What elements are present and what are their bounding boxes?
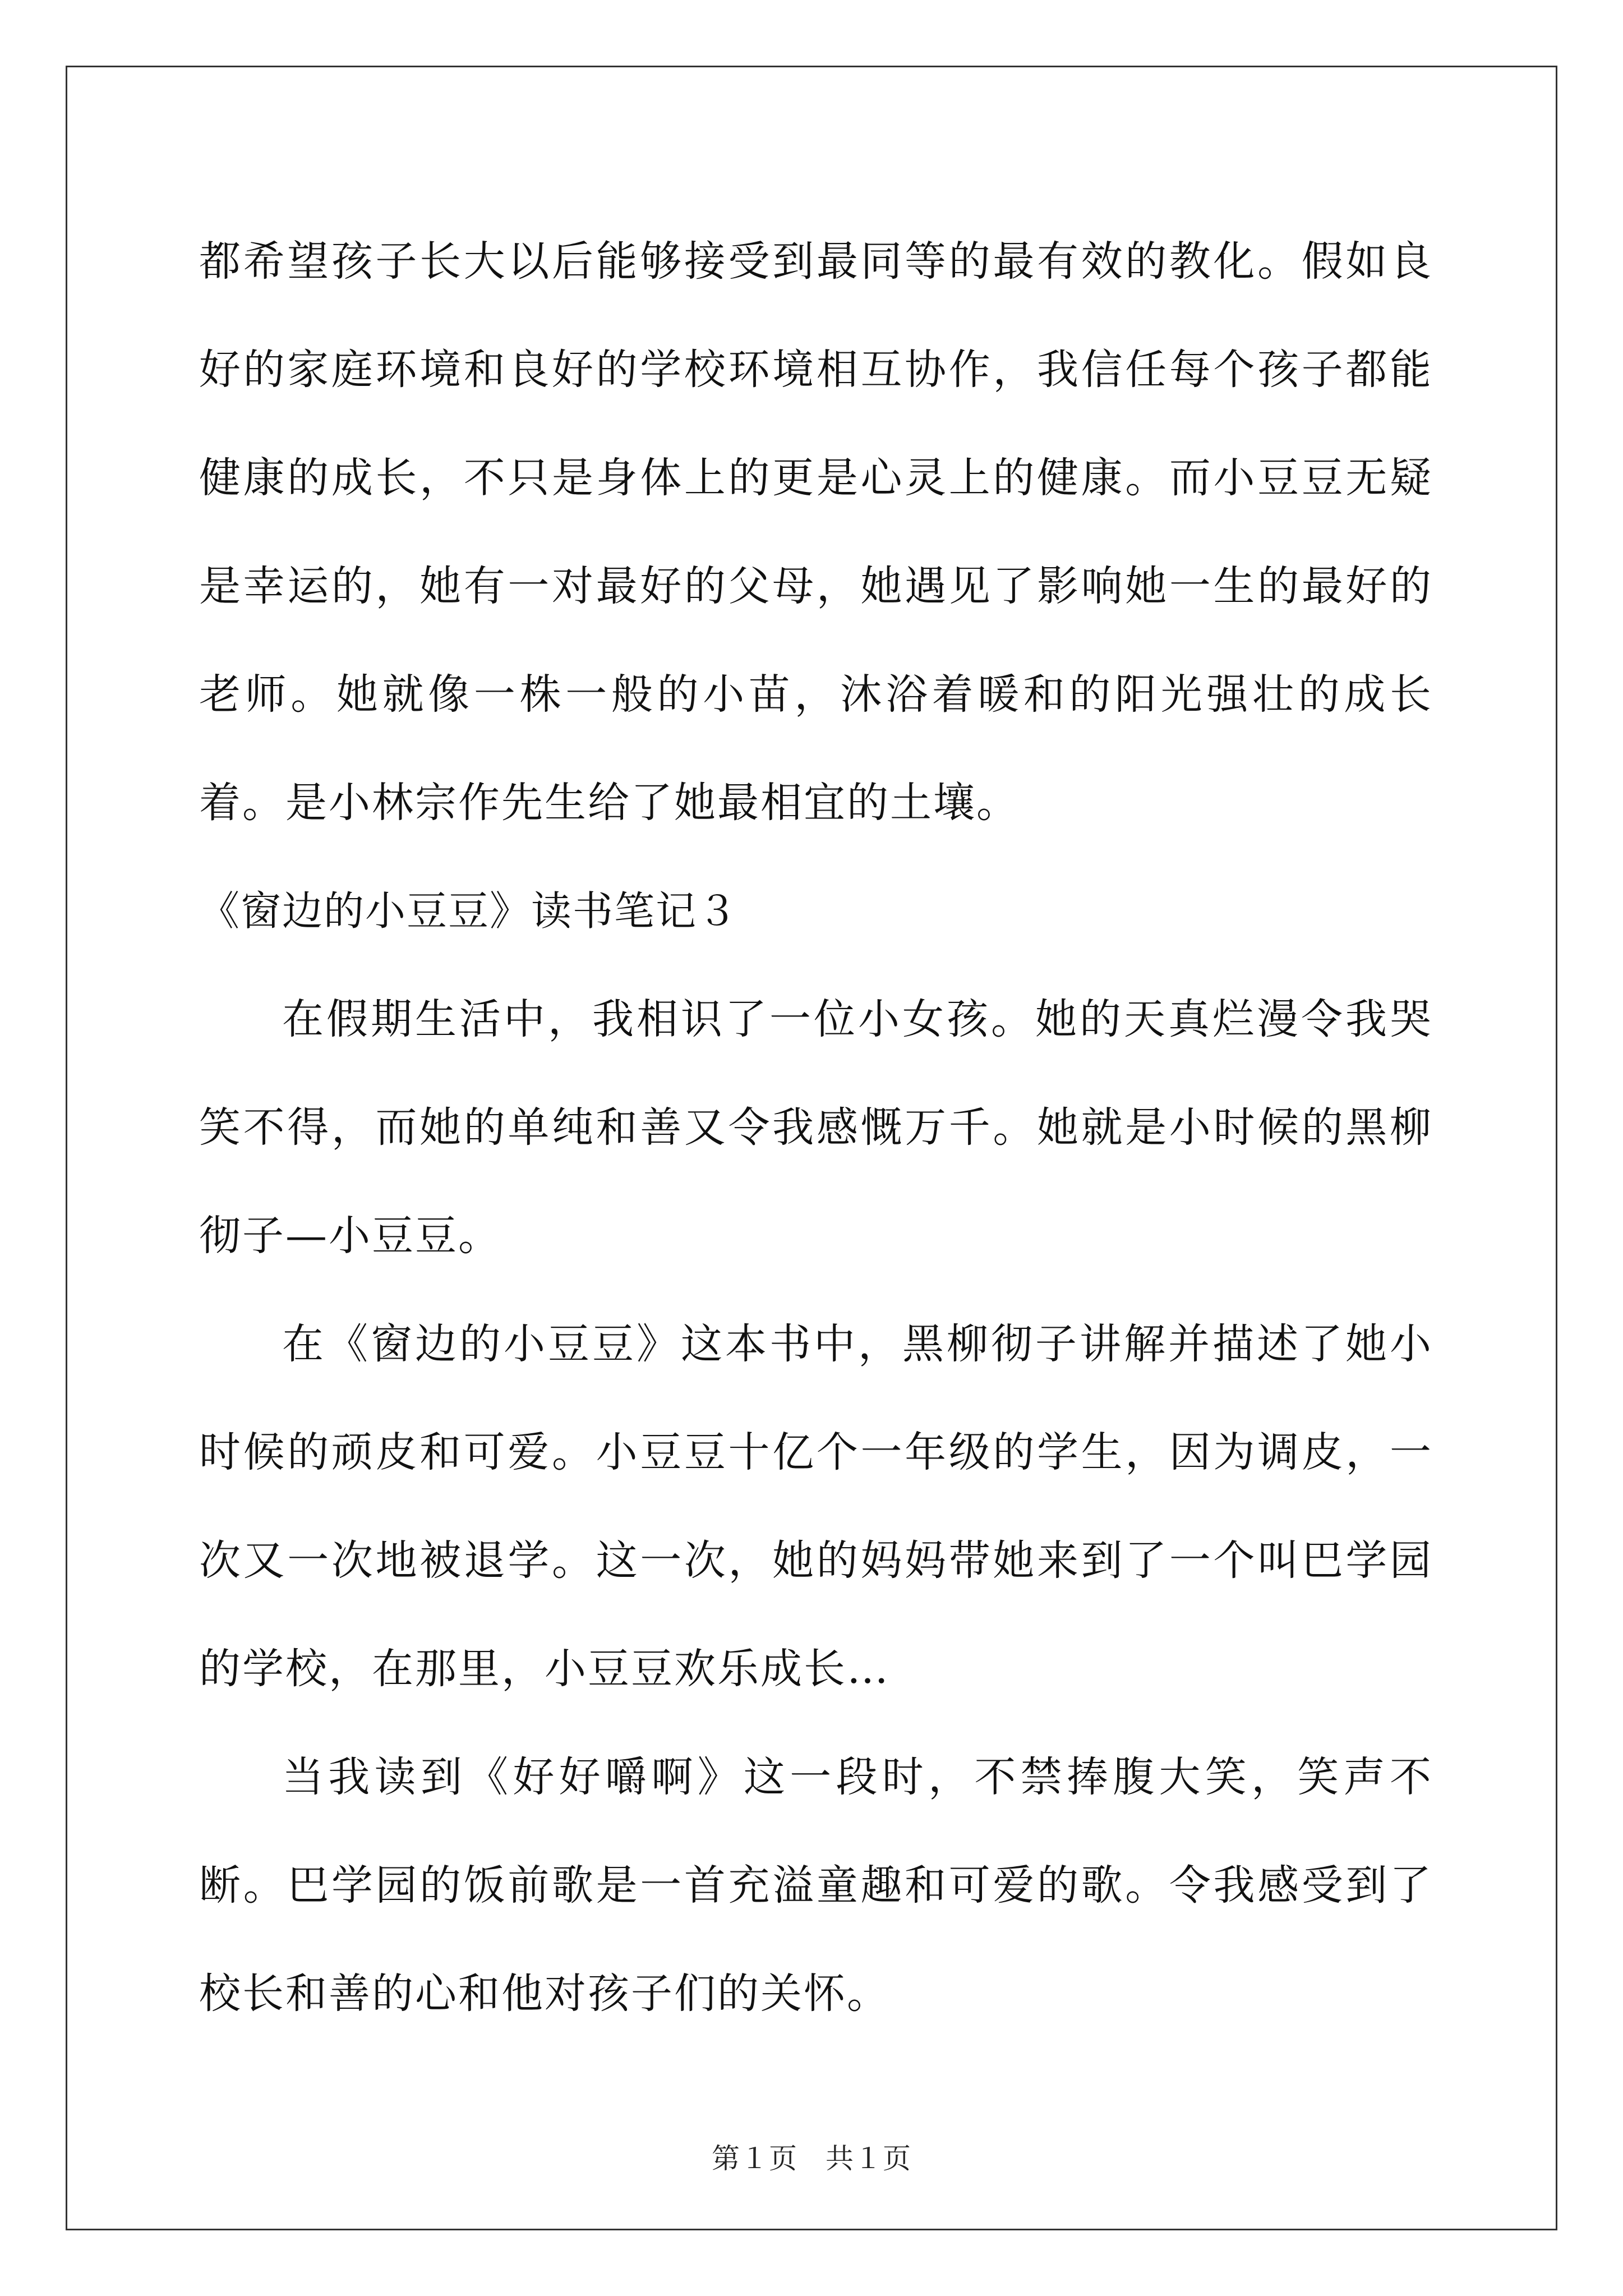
page-number: 第１页 bbox=[712, 2142, 797, 2175]
document-body bbox=[199, 208, 1433, 2048]
paragraph-1: 在假期生活中，我相识了一位小女孩。她的天真烂漫令我哭笑不得，而她的单纯和善又令我感慨万千。她就是小时候的黑柳彻子—小豆豆。 bbox=[199, 995, 1433, 1260]
page-footer bbox=[0, 2142, 1623, 2175]
paragraph-2: 在《窗边的小豆豆》这本书中，黑柳彻子讲解并描述了她小时候的顽皮和可爱。小豆豆十亿个一年级的学生，因为调皮，一次又一次地被退学。这一次，她的妈妈带她来到了一个叫巴学园的学校，在那里，小豆豆欢乐成长… bbox=[199, 1320, 1433, 1693]
paragraph-intro: 都希望孩子长大以后能够接受到最同等的最有效的教化。假如良好的家庭环境和良好的学校环境相互协作，我信任每个孩子都能健康的成长，不只是身体上的更是心灵上的健康。而小豆豆无疑是幸运的，她有一对最好的父母，她遇见了影响她一生的最好的老师。她就像一株一般的小苗，沐浴着暖和的阳光强壮的成长着。是小林宗作先生给了她最相宜的土壤。 bbox=[199, 237, 1433, 827]
paragraph-3: 当我读到《好好嚼啊》这一段时，不禁捧腹大笑，笑声不断。巴学园的饭前歌是一首充溢童趣和可爱的歌。令我感受到了校长和善的心和他对孩子们的关怀。 bbox=[199, 1753, 1433, 2018]
section-heading: 《窗边的小豆豆》读书笔记３ bbox=[199, 887, 739, 935]
page-total: 共１页 bbox=[826, 2142, 911, 2175]
